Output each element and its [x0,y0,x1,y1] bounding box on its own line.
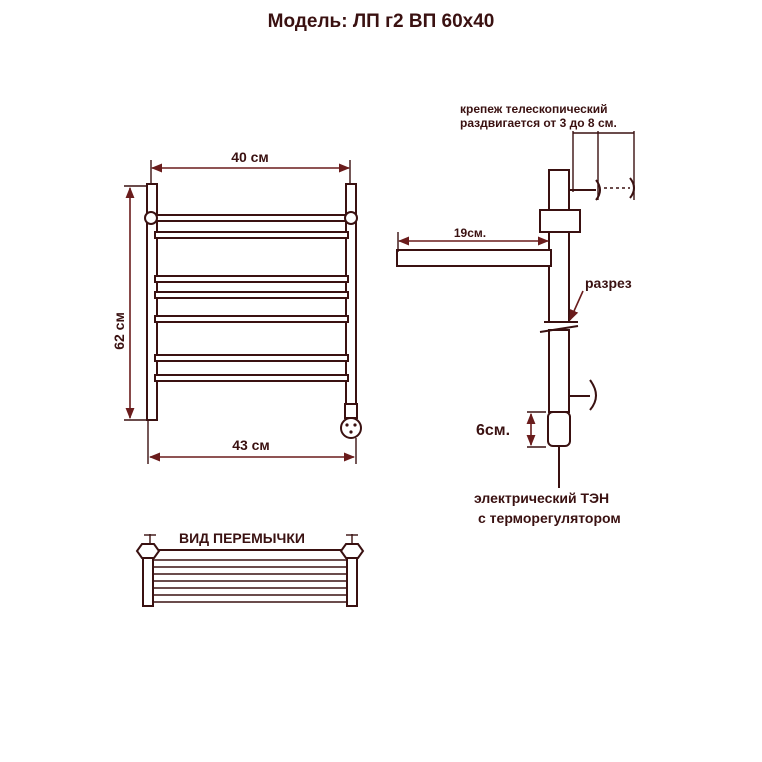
section-leader [570,291,583,320]
width-bottom-label: 43 см [232,437,270,453]
side-post-lower [549,330,569,412]
side-post-upper [549,170,569,322]
side-clamp [540,210,580,232]
width-top-label: 40 см [231,149,269,165]
depth-label: 19см. [453,226,487,240]
heater-body [548,412,570,446]
heater-plug [341,418,361,438]
crossbar [155,276,348,282]
mount-label-line1: крепеж телескопический [460,102,608,116]
crossbars [155,215,348,381]
front-view [111,149,361,464]
mount-label-line2: раздвигается от 3 до 8 см. [460,116,617,130]
plug-pin [345,423,348,426]
crossbar [155,375,348,381]
heater-label-line2: с терморегулятором [478,510,621,526]
heater-socket-stem [345,404,357,418]
wall-mount-knob-right [345,212,357,224]
height-label: 62 см [111,312,127,350]
heater-label-line1: электрический ТЭН [474,490,610,506]
lower-bracket-cup [590,380,596,410]
jumper-nut-right [341,544,363,558]
side-arm [397,250,551,266]
plug-pin [349,430,352,433]
crossbar [155,292,348,298]
model-title: Модель: ЛП г2 ВП 60x40 [267,11,495,32]
crossbar [155,232,348,238]
jumper-view [137,530,363,606]
jumper-view-label: ВИД ПЕРЕМЫЧКИ [179,530,305,546]
section-label: разрез [585,275,632,291]
plug-pin [353,423,356,426]
jumper-nut-left [137,544,159,558]
crossbar [155,316,348,322]
crossbar [155,355,348,361]
wall-mount-knob-left [145,212,157,224]
heater-height-label: 6см. [476,422,511,439]
side-view [397,102,634,526]
jumper-rails [153,560,347,602]
crossbar [155,215,348,221]
